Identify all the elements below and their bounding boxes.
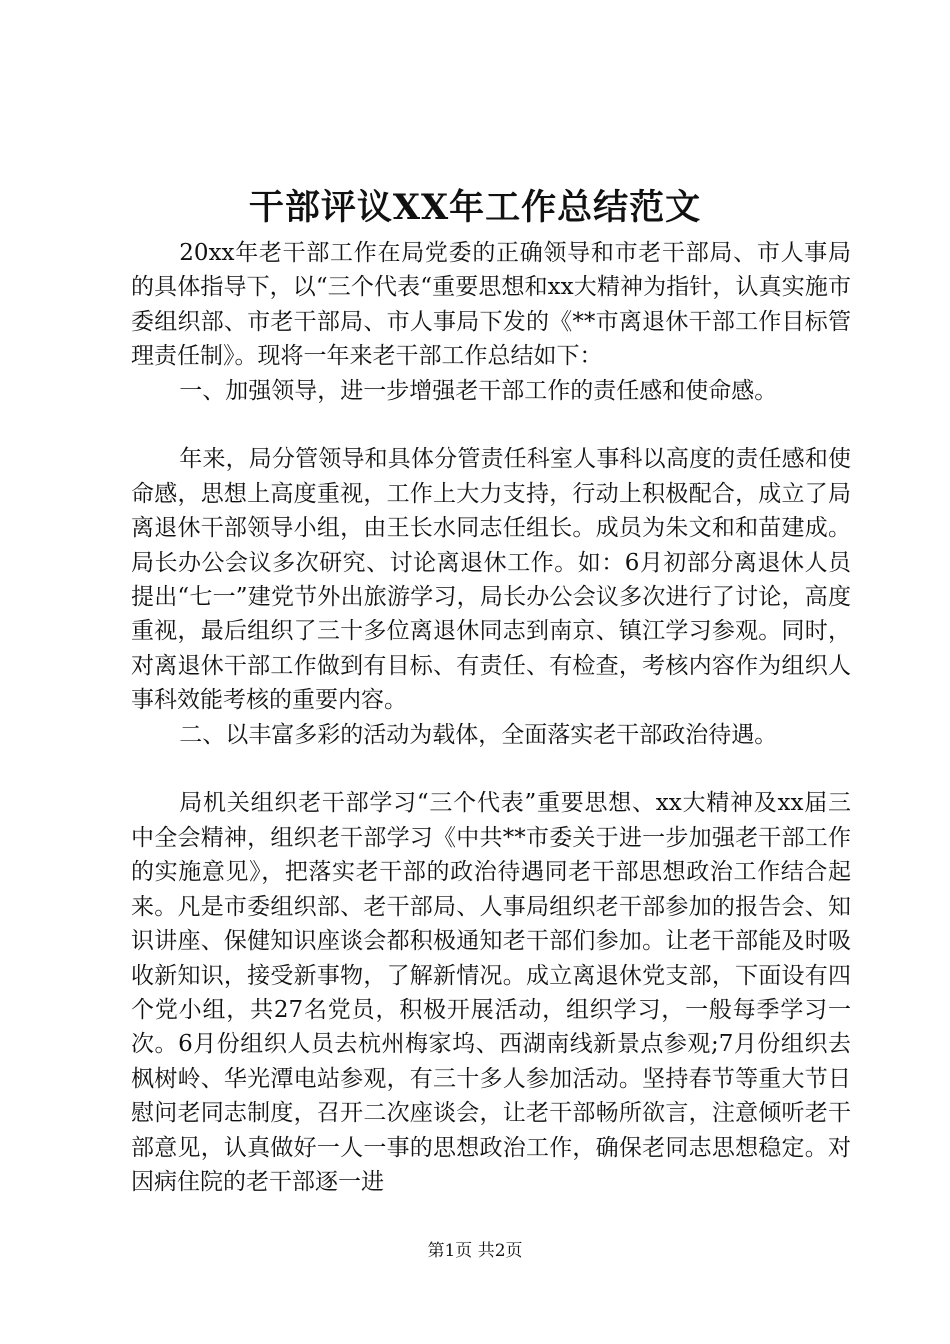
intro-paragraph: 20xx年老干部工作在局党委的正确领导和市老干部局、市人事局的具体指导下，以“三个代表“重要思想和xx大精神为指针，认真实施市委组织部、市老干部局、市人事局下发的《**市离退休干部工作目标管理责任制》。现将一年来老干部工作总结如下： — [131, 240, 851, 370]
page-footer: 第1页 共2页 — [427, 1241, 523, 1261]
section-heading-1: 一、加强领导，进一步增强老干部工作的责任感和使命感。 — [179, 377, 778, 404]
document-title: 干部评议XX年工作总结范文 — [248, 187, 702, 228]
section-1-paragraph: 年来，局分管领导和具体分管责任科室人事科以高度的责任感和使命感，思想上高度重视，工作上大力支持，行动上积极配合，成立了局离退休干部领导小组，由王长水同志任组长。成员为朱文和和苗建成。局长办公会议多次研究、讨论离退休工作。如：6月初部分离退休人员提出“七一”建党节外出旅游学习，局长办公会议多次进行了讨论，高度重视，最后组织了三十多位离退休同志到南京、镇江学习参观。同时，对离退休干部工作做到有目标、有责任、有检查，考核内容作为组织人事科效能考核的重要内容。 — [131, 446, 851, 714]
section-heading-2: 二、以丰富多彩的活动为载体，全面落实老干部政治待遇。 — [179, 721, 778, 748]
section-2-paragraph: 局机关组织老干部学习“三个代表”重要思想、xx大精神及xx届三中全会精神，组织老干部学习《中共**市委关于进一步加强老干部工作的实施意见》，把落实老干部的政治待遇同老干部思想政治工作结合起来。凡是市委组织部、老干部局、人事局组织老干部参加的报告会、知识讲座、保健知识座谈会都积极通知老干部们参加。让老干部能及时吸收新知识，接受新事物，了解新情况。成立离退休党支部，下面设有四个党小组，共27名党员，积极开展活动，组织学习，一般每季学习一次。6月份组织人员去杭州梅家坞、西湖南线新景点参观;7月份组织去枫树岭、华光潭电站参观，有三十多人参加活动。坚持春节等重大节日慰问老同志制度，召开二次座谈会，让老干部畅所欲言，注意倾听老干部意见，认真做好一人一事的思想政治工作，确保老同志思想稳定。对因病住院的老干部逐一进 — [131, 790, 851, 1195]
document-body — [131, 236, 851, 1199]
